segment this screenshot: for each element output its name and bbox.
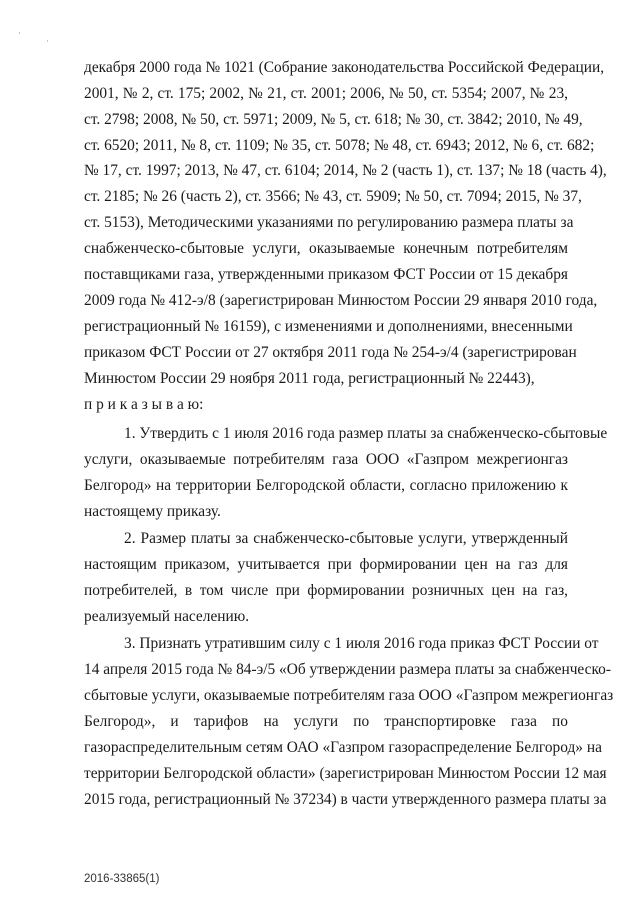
scan-speck: · [46, 36, 49, 46]
text-line: ст. 2798; 2008, № 50, ст. 5971; 2009, № 5, ст. 618; № 30, ст. 3842; 2010, № 49, [84, 111, 583, 128]
paragraph-1-line: 1. Утвердить с 1 июля 2016 года размер платы за снабженческо-сбытовые [124, 425, 608, 442]
document-number-footer: 2016-33865(1) [84, 873, 160, 885]
text-line: приказом ФСТ России от 27 октября 2011 года № 254-э/4 (зарегистрирован [84, 344, 577, 361]
paragraph-2-line: потребителей, в том числе при формировании розничных цен на газ, [84, 582, 568, 599]
scan-speck: · [18, 28, 21, 38]
paragraph-3-line: 14 апреля 2015 года № 84-э/5 «Об утверждении размера платы за снабженческо- [84, 661, 611, 678]
paragraph-2-line: настоящим приказом, учитывается при формировании цен на газ для [84, 556, 568, 573]
paragraph-3-line: территории Белгородской области» (зарегистрирован Минюстом России 12 мая [84, 765, 607, 782]
text-line: снабженческо-сбытовые услуги, оказываемые конечным потребителям [84, 240, 568, 257]
paragraph-3-line: газораспределительным сетям ОАО «Газпром газораспределение Белгород» на [84, 739, 602, 756]
paragraph-1-line: услуги, оказываемые потребителям газа ООО «Газпром межрегионгаз [84, 451, 568, 468]
paragraph-3-line: 3. Признать утратившим силу с 1 июля 2016 года приказ ФСТ России от [124, 635, 599, 652]
paragraph-1-line: настоящему приказу. [84, 503, 221, 520]
text-line: декабря 2000 года № 1021 (Собрание законодательства Российской Федерации, [84, 59, 605, 76]
text-line: ст. 6520; 2011, № 8, ст. 1109; № 35, ст. 5078; № 48, ст. 6943; 2012, № 6, ст. 682; [84, 137, 595, 154]
text-line: поставщиками газа, утвержденными приказом ФСТ России от 15 декабря [84, 266, 568, 283]
paragraph-3-line: Белгород», и тарифов на услуги по транспортировке газа по [84, 713, 568, 730]
paragraph-1-line: Белгород» на территории Белгородской области, согласно приложению к [84, 477, 568, 494]
text-line: Минюстом России 29 ноября 2011 года, регистрационный № 22443), [84, 370, 535, 387]
paragraph-3-line: сбытовые услуги, оказываемые потребителям газа ООО «Газпром межрегионгаз [84, 687, 614, 704]
text-line: 2001, № 2, ст. 175; 2002, № 21, ст. 2001; 2006, № 50, ст. 5354; 2007, № 23, [84, 85, 568, 102]
order-word: п р и к а з ы в а ю: [84, 396, 204, 413]
text-line: ст. 5153), Методическими указаниями по регулированию размера платы за [84, 214, 574, 231]
paragraph-3-line: 2015 года, регистрационный № 37234) в части утвержденного размера платы за [84, 791, 607, 808]
text-line: регистрационный № 16159), с изменениями и дополнениями, внесенными [84, 318, 573, 335]
text-line: 2009 года № 412-э/8 (зарегистрирован Минюстом России 29 января 2010 года, [84, 292, 598, 309]
paragraph-2-line: реализуемый населению. [84, 608, 250, 625]
text-line: ст. 2185; № 26 (часть 2), ст. 3566; № 43, ст. 5909; № 50, ст. 7094; 2015, № 37, [84, 188, 582, 205]
text-line: № 17, ст. 1997; 2013, № 47, ст. 6104; 2014, № 2 (часть 1), ст. 137; № 18 (часть 4), [84, 162, 607, 179]
paragraph-2-line: 2. Размер платы за снабженческо-сбытовые услуги, утвержденный [124, 530, 568, 547]
